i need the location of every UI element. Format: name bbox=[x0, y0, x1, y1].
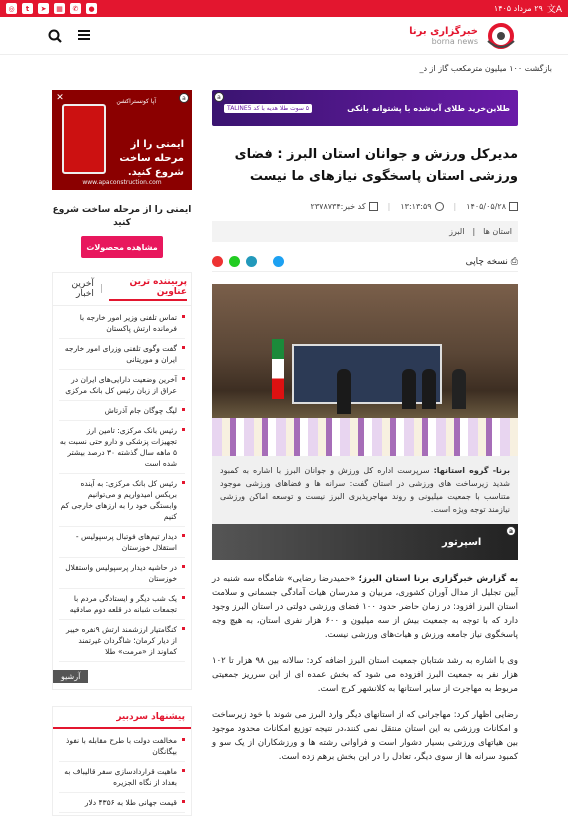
twitter-icon[interactable]: t bbox=[22, 3, 33, 14]
archive-button[interactable]: آرشیو bbox=[53, 670, 88, 683]
list-item[interactable]: ماهیت قراردادسازی سفر قالیباف به بغداد از نگاه الجزیره bbox=[59, 762, 185, 793]
ad-badge-icon: a bbox=[179, 93, 189, 103]
article-title: مدیرکل ورزش و جوانان استان البرز : فضای ورزشی استان پاسخگوی نیازهای ما نیست bbox=[234, 147, 518, 184]
view-products-button[interactable]: مشاهده محصولات bbox=[81, 236, 163, 258]
printer-icon: ⎙ bbox=[507, 256, 518, 267]
top-date bbox=[494, 2, 562, 15]
site-header bbox=[0, 17, 568, 55]
banner-brand: طلاین bbox=[486, 103, 510, 113]
list-item[interactable]: مخالفت دولت با طرح مقابله با نفوذ بیگانگان bbox=[59, 731, 185, 762]
date-text: ۲۹ مرداد ۱۴۰۵ bbox=[493, 4, 543, 13]
article-body bbox=[212, 572, 518, 764]
extinguisher-graphic bbox=[62, 104, 106, 174]
sidebar-ad-caption: ایمنی را از مرحله ساخت شروع کنید bbox=[52, 205, 192, 228]
editor-picks-box bbox=[52, 706, 192, 816]
news-ticker[interactable]: بازگشت ۱۰۰ میلیون مترمکعب گاز از د_ bbox=[419, 64, 552, 73]
list-item[interactable]: در حاشیه دیدار پرسپولیس واستقلال خوزستان bbox=[59, 558, 185, 589]
list-item[interactable]: قیمت جهانی طلا به ۴۳۵۶ دلار bbox=[59, 793, 185, 813]
sidebar-ad-brand: آپا کونستراکشن bbox=[116, 98, 156, 105]
share-pinterest-icon[interactable] bbox=[212, 256, 223, 267]
close-icon[interactable]: ✕ bbox=[56, 93, 64, 103]
sidebar-ad-text: ایمنی را از مرحله ساخت شروع کنید. bbox=[119, 139, 184, 178]
main-column bbox=[212, 90, 518, 776]
code-icon bbox=[369, 202, 378, 211]
ad-badge-icon: a bbox=[506, 526, 516, 536]
rss-icon[interactable]: ● bbox=[86, 3, 97, 14]
list-item[interactable]: دیدار تیم‌های فوتبال پرسپولیس - استقلال خوزستان bbox=[59, 527, 185, 558]
telegram-icon[interactable]: ➤ bbox=[38, 3, 49, 14]
inline-ad-banner[interactable] bbox=[212, 524, 518, 560]
whatsapp-icon[interactable]: ✆ bbox=[70, 3, 81, 14]
sidebar bbox=[52, 90, 192, 816]
tag-provinces[interactable]: استان ها bbox=[483, 227, 512, 236]
logo-mark-icon bbox=[484, 23, 518, 49]
list-item[interactable]: رئیس کل بانک مرکزی: به آینده بریکس امیدواریم و می‌توانیم وابستگی خود را به ارزهای خارجی کم کنیم bbox=[59, 474, 185, 527]
inline-ad-text: اسپرتور bbox=[442, 536, 482, 548]
calendar-icon bbox=[509, 202, 518, 211]
list-item[interactable]: رئیس بانک مرکزی: تامین ارز تجهیزات پزشکی و دارو حتی نسبت به ۵ ماهه سال گذشته ۳۰ درصد بیشتر شده است bbox=[59, 421, 185, 474]
list-item[interactable]: یک شب دیگر و ایستادگی مردم با تجمعات شبانه در قلعه دوم صادقیه bbox=[59, 589, 185, 620]
article-photo bbox=[212, 284, 518, 456]
guest-figure bbox=[452, 369, 466, 409]
paragraph-2: وی با اشاره به رشد شتابان جمعیت استان البرز اضافه کرد: سالانه بین ۹۸ هزار تا ۱۰۲ هزار نفر به جمعیت البرز افزوده می شود که بخش عمده ای از این سرریز جمعیتی مربوط به مهاجرت از سایر استانها به کلانشهر کرج است. bbox=[212, 656, 518, 694]
logo-text-fa: خبرگزاری برنا bbox=[409, 25, 478, 37]
print-button[interactable]: ⎙ نسخه چاپی bbox=[465, 256, 518, 267]
paragraph-3: رضایی اظهار کرد: مهاجرانی که از استانهای دیگر وارد البرز می شوند با خود زیرساخت و امکانات ورزشی به این استان منتقل نمی کنند،در نتیجه توزیع امکانات محدود موجود بین هیاتهای ورزشی بسیار دشوار است و فراوانی رشته ها و ورزشکاران از یک سو و کمبود سرانه ها از سوی دیگر، تعادل را در این بخش برهم زده است. bbox=[212, 710, 518, 762]
share-whatsapp-icon[interactable] bbox=[229, 256, 240, 267]
speaker-figure bbox=[337, 369, 351, 414]
list-item[interactable]: گفت وگوی تلفنی وزرای امور خارجه ایران و موریتانی bbox=[59, 339, 185, 370]
tab-most-viewed[interactable]: پربیننده ترین عناوین bbox=[109, 277, 187, 301]
share-bar bbox=[212, 252, 518, 272]
popular-news-box bbox=[52, 272, 192, 690]
tag-alborz[interactable]: البرز bbox=[449, 227, 465, 236]
top-bar bbox=[0, 0, 568, 17]
breadcrumb: استان ها | البرز bbox=[212, 221, 518, 242]
list-item[interactable]: کنگامتیار ارزشمند ارتش ۹نفره خیبر از دیار کرمان؛ شاگردان غیرتمند کماوند از «مرمت» طلا bbox=[59, 620, 185, 662]
social-links bbox=[6, 3, 97, 14]
article-meta: ۱۴۰۵/۰۵/۲۸ | ۱۳:۱۳:۵۹ | کد خبر:۲۳۷۸۷۳۴ bbox=[212, 202, 518, 211]
site-logo[interactable] bbox=[409, 23, 518, 49]
instagram-icon[interactable]: ◎ bbox=[6, 3, 17, 14]
editor-picks-title: پیشنهاد سردبیر bbox=[53, 707, 191, 729]
photo-caption: برنا- گروه استانها: سرپرست اداره کل ورزش و جوانان البرز با اشاره به کمبود شدید زیرساخت های ورزشی در استان گفت: سرانه ها و فضاهای ورزشی موجود متناسب با جمعیت میلیونی و روند مهاجرپذیری البرز نیست و توسعه اماکن ورزشی نیازمند توجه ویژه است. bbox=[212, 456, 518, 524]
iran-flag bbox=[272, 339, 284, 399]
clock-icon bbox=[435, 202, 444, 211]
guest-figure bbox=[422, 369, 436, 409]
language-icon[interactable]: 文A bbox=[546, 5, 562, 15]
logo-text-en: borna news bbox=[431, 36, 478, 46]
sidebar-ad[interactable] bbox=[52, 90, 192, 190]
news-code: کد خبر:۲۳۷۸۷۳۴ bbox=[311, 202, 378, 211]
editor-picks-list bbox=[53, 729, 191, 815]
list-item[interactable]: تماس تلفنی وزیر امور خارجه با فرمانده ارتش پاکستان bbox=[59, 308, 185, 339]
list-item[interactable]: لیگ چوگان جام آذرتاش bbox=[59, 401, 185, 421]
banner-promo: ۵ سوت طلا هدیه با کد TALINE5 bbox=[224, 104, 312, 113]
list-item[interactable]: آخرین وضعیت دارایی‌های ایران در عراق از زبان رئیس کل بانک مرکزی bbox=[59, 370, 185, 401]
time-meta: ۱۳:۱۳:۵۹ bbox=[400, 202, 443, 211]
top-ad-banner[interactable] bbox=[212, 90, 518, 126]
popular-news-list bbox=[53, 306, 191, 664]
flower-arrangement bbox=[212, 418, 518, 456]
menu-icon[interactable] bbox=[78, 29, 90, 41]
news-tabs: پربیننده ترین عناوین | آخرین اخبار bbox=[53, 273, 191, 306]
search-icon[interactable] bbox=[48, 29, 62, 43]
date-meta: ۱۴۰۵/۰۵/۲۸ bbox=[466, 202, 518, 211]
paragraph-1: به گزارش خبرگزاری برنا استان البرز؛ «حمیدرضا رضایی» شامگاه سه شنبه در آیین تجلیل از مدال آوران کشوری، مربیان و مدرسان هیات آمادگی جسمانی و سلامت استان البرز افزود: در زمان حاضر حدود ۱۰۰ فضای ورزشی دولتی در استان البرز وجود دارد که با توجه به جمعیت بیش از سه میلیون و ۶۰۰ هزار نفری استان، به هیچ وجه پاسخگوی نیاز جامعه ورزش و هیات‌های ورزشی نیست. bbox=[212, 574, 519, 640]
share-icons bbox=[212, 256, 284, 267]
banner-text: خرید طلای آب‌شده با پشتوانه بانکی bbox=[347, 103, 487, 113]
ad-badge-icon: a bbox=[214, 92, 224, 102]
guest-figure bbox=[402, 369, 416, 409]
sidebar-ad-url: www.apaconstruction.com bbox=[82, 179, 162, 186]
share-telegram-icon[interactable] bbox=[246, 256, 257, 267]
share-twitter-icon[interactable] bbox=[273, 256, 284, 267]
stage-screen bbox=[292, 344, 442, 404]
tab-latest-news[interactable]: آخرین اخبار bbox=[71, 279, 94, 299]
aparat-icon[interactable]: ▦ bbox=[54, 3, 65, 14]
